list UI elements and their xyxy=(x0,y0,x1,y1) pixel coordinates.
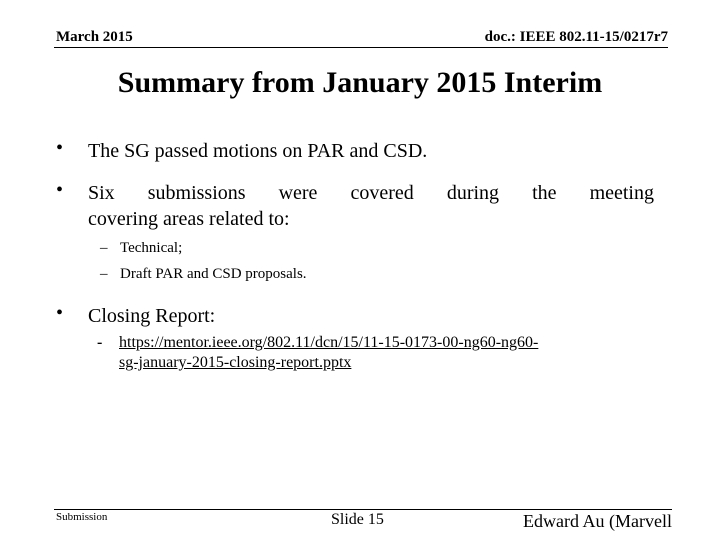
dash-marker: - xyxy=(97,334,103,351)
footer-slide-number: Slide 15 xyxy=(331,511,384,528)
bullet-marker: • xyxy=(56,302,64,324)
slide-title: Summary from January 2015 Interim xyxy=(117,66,603,99)
sub-bullet-label: Technical; xyxy=(120,240,183,256)
bullet-marker: • xyxy=(56,179,64,201)
closing-report-link[interactable]: https://mentor.ieee.org/802.11/dcn/15/11-15-0173-00-ng60-ng60- xyxy=(119,334,539,351)
footer-rule xyxy=(54,509,672,510)
closing-report-link-block xyxy=(97,333,538,373)
closing-report-link-continued[interactable]: sg-january-2015-closing-report.pptx xyxy=(119,354,352,371)
bullet-marker: • xyxy=(56,137,64,159)
bullet-sg-motions: The SG passed motions on PAR and CSD. xyxy=(88,140,428,162)
dash-marker: – xyxy=(100,240,108,256)
header-doc-id: doc.: IEEE 802.11-15/0217r7 xyxy=(484,29,668,45)
sub-bullet-technical xyxy=(100,235,182,261)
footer-author: Edward Au (Marvell xyxy=(523,511,672,531)
bullet-submissions-line1: Six submissions were covered during the meeting xyxy=(88,182,654,204)
header-rule xyxy=(54,47,668,48)
footer-submission: Submission xyxy=(56,511,108,523)
dash-marker: – xyxy=(100,266,108,282)
header-date: March 2015 xyxy=(56,29,133,45)
bullet-closing-report: Closing Report: xyxy=(88,305,216,327)
bullet-submissions-line2: covering areas related to: xyxy=(88,208,290,230)
sub-bullet-draft-par xyxy=(100,261,307,287)
sub-bullet-label: Draft PAR and CSD proposals. xyxy=(120,266,307,282)
